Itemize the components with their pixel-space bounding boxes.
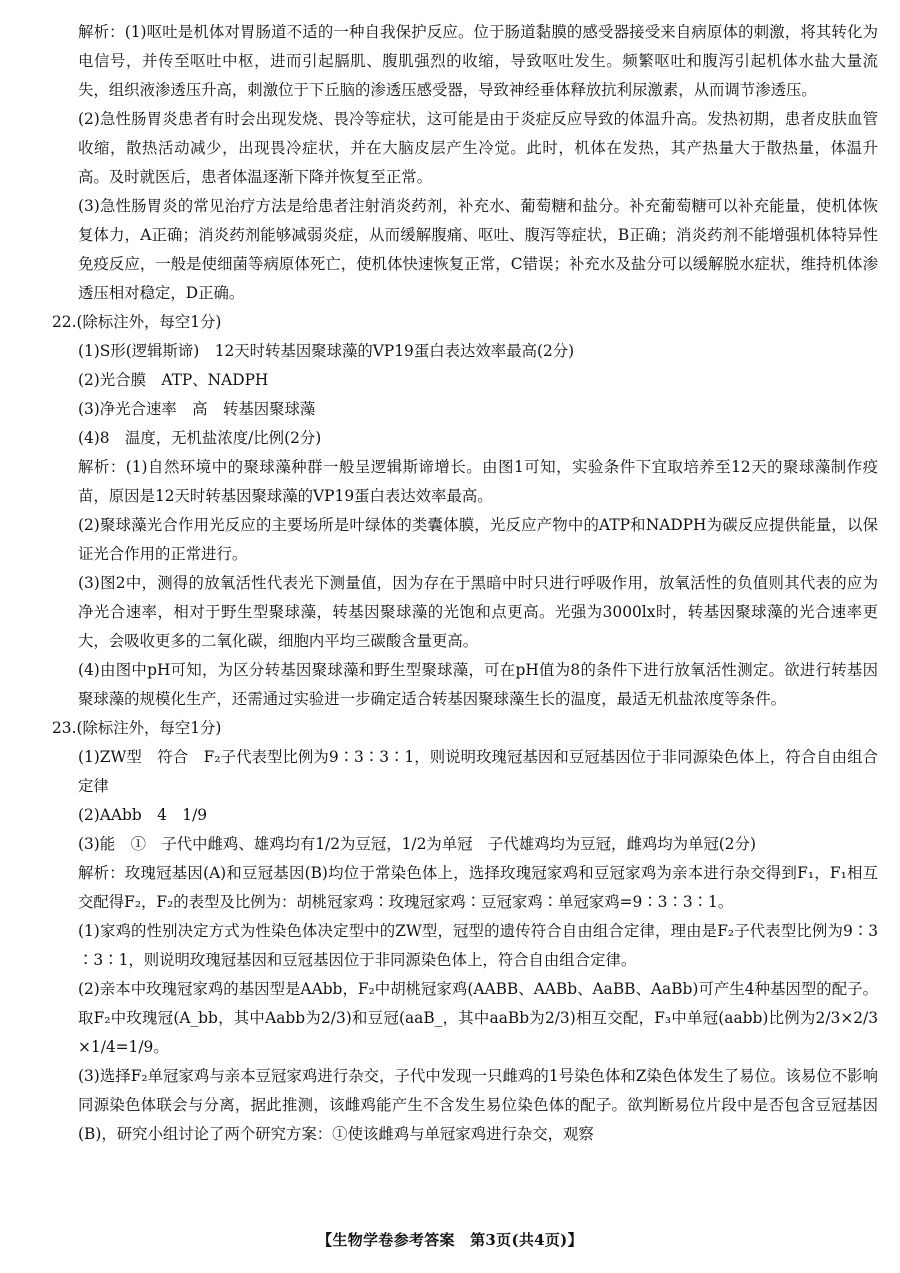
q23-answer-1: (1)ZW型 符合 F₂子代表型比例为9∶3∶3∶1，则说明玫瑰冠基因和豆冠基因位于非同源染色体上，符合自由组合定律 — [78, 748, 878, 795]
q23-answer-2: (2)AAbb 4 1/9 — [78, 806, 208, 824]
q21-analysis-2: (2)急性肠胃炎患者有时会出现发烧、畏冷等症状，这可能是由于炎症反应导致的体温升高。发热初期，患者皮肤血管收缩，散热活动减少，出现畏冷症状，并在大脑皮层产生冷觉。此时，机体在发热，其产热量大于散热量，体温升高。及时就医后，患者体温逐渐下降并恢复至正常。 — [78, 110, 878, 186]
q22-answer-1: (1)S形(逻辑斯谛) 12天时转基因聚球藻的VP19蛋白表达效率最高(2分) — [78, 342, 575, 360]
q22-answer-4: (4)8 温度，无机盐浓度/比例(2分) — [78, 429, 322, 447]
q21-analysis-1: 解析：(1)呕吐是机体对胃肠道不适的一种自我保护反应。位于肠道黏膜的感受器接受来自病原体的刺激，将其转化为电信号，并传至呕吐中枢，进而引起膈肌、腹肌强烈的收缩，导致呕吐发生。频繁呕吐和腹泻引起机体水盐大量流失，组织液渗透压升高，刺激位于下丘脑的渗透压感受器，导致神经垂体释放抗利尿激素，从而调节渗透压。 — [78, 23, 878, 99]
q22-answer-3: (3)净光合速率 高 转基因聚球藻 — [78, 400, 316, 418]
q22-answer-2: (2)光合膜 ATP、NADPH — [78, 371, 269, 389]
q21-analysis-3: (3)急性肠胃炎的常见治疗方法是给患者注射消炎药剂，补充水、葡萄糖和盐分。补充葡萄糖可以补充能量，使机体恢复体力，A正确；消炎药剂能够减弱炎症，从而缓解腹痛、呕吐、腹泻等症状，B正确；消炎药剂不能增强机体特异性免疫反应，一般是使细菌等病原体死亡，使机体快速恢复正常，C错误；补充水及盐分可以缓解脱水症状，维持机体渗透压相对稳定，D正确。 — [78, 197, 878, 302]
q22-heading: 22.(除标注外，每空1分) — [52, 313, 222, 331]
page-footer: 【生物学卷参考答案 第3页(共4页)】 — [317, 1231, 583, 1249]
q22-analysis-3: (3)图2中，测得的放氧活性代表光下测量值，因为存在于黑暗中时只进行呼吸作用，放氧活性的负值则其代表的应为净光合速率，相对于野生型聚球藻，转基因聚球藻的光饱和点更高。光强为3000lx时，转基因聚球藻的光合速率更大，会吸收更多的二氧化碳，细胞内平均三碳酸含量更高。 — [78, 574, 878, 650]
q23-answer-3: (3)能 ① 子代中雌鸡、雄鸡均有1/2为豆冠，1/2为单冠 子代雄鸡均为豆冠，雌鸡均为单冠(2分) — [78, 835, 756, 853]
q22-analysis-1: 解析：(1)自然环境中的聚球藻种群一般呈逻辑斯谛增长。由图1可知，实验条件下宜取培养至12天的聚球藻制作疫苗，原因是12天时转基因聚球藻的VP19蛋白表达效率最高。 — [78, 458, 878, 505]
q23-analysis-2: (2)亲本中玫瑰冠家鸡的基因型是AAbb，F₂中胡桃冠家鸡(AABB、AABb、AaBB、AaBb)可产生4种基因型的配子。取F₂中玫瑰冠(A_bb，其中Aabb为2/3)和豆冠(aaB_，其中aaBb为2/3)相互交配，F₃中单冠(aabb)比例为2/3×2/3×1/4=1/9。 — [78, 980, 878, 1056]
q22-analysis-2: (2)聚球藻光合作用光反应的主要场所是叶绿体的类囊体膜，光反应产物中的ATP和NADPH为碳反应提供能量，以保证光合作用的正常进行。 — [78, 516, 878, 563]
q23-heading: 23.(除标注外，每空1分) — [52, 719, 222, 737]
q23-analysis-1: (1)家鸡的性别决定方式为性染色体决定型中的ZW型，冠型的遗传符合自由组合定律，理由是F₂子代表型比例为9∶3∶3∶1，则说明玫瑰冠基因和豆冠基因位于非同源染色体上，符合自由组合定律。 — [78, 922, 878, 969]
q23-analysis-intro: 解析：玫瑰冠基因(A)和豆冠基因(B)均位于常染色体上，选择玫瑰冠家鸡和豆冠家鸡为亲本进行杂交得到F₁，F₁相互交配得F₂，F₂的表型及比例为：胡桃冠家鸡∶玫瑰冠家鸡∶豆冠家鸡∶单冠家鸡=9∶3∶3∶1。 — [78, 864, 878, 911]
page-body — [52, 18, 878, 1149]
q23-analysis-3: (3)选择F₂单冠家鸡与亲本豆冠家鸡进行杂交，子代中发现一只雌鸡的1号染色体和Z染色体发生了易位。该易位不影响同源染色体联会与分离，据此推测，该雌鸡能产生不含发生易位染色体的配子。欲判断易位片段中是否包含豆冠基因(B)，研究小组讨论了两个研究方案：①使该雌鸡与单冠家鸡进行杂交，观察 — [78, 1067, 878, 1143]
q22-analysis-4: (4)由图中pH可知，为区分转基因聚球藻和野生型聚球藻，可在pH值为8的条件下进行放氧活性测定。欲进行转基因聚球藻的规模化生产，还需通过实验进一步确定适合转基因聚球藻生长的温度，最适无机盐浓度等条件。 — [78, 661, 878, 708]
